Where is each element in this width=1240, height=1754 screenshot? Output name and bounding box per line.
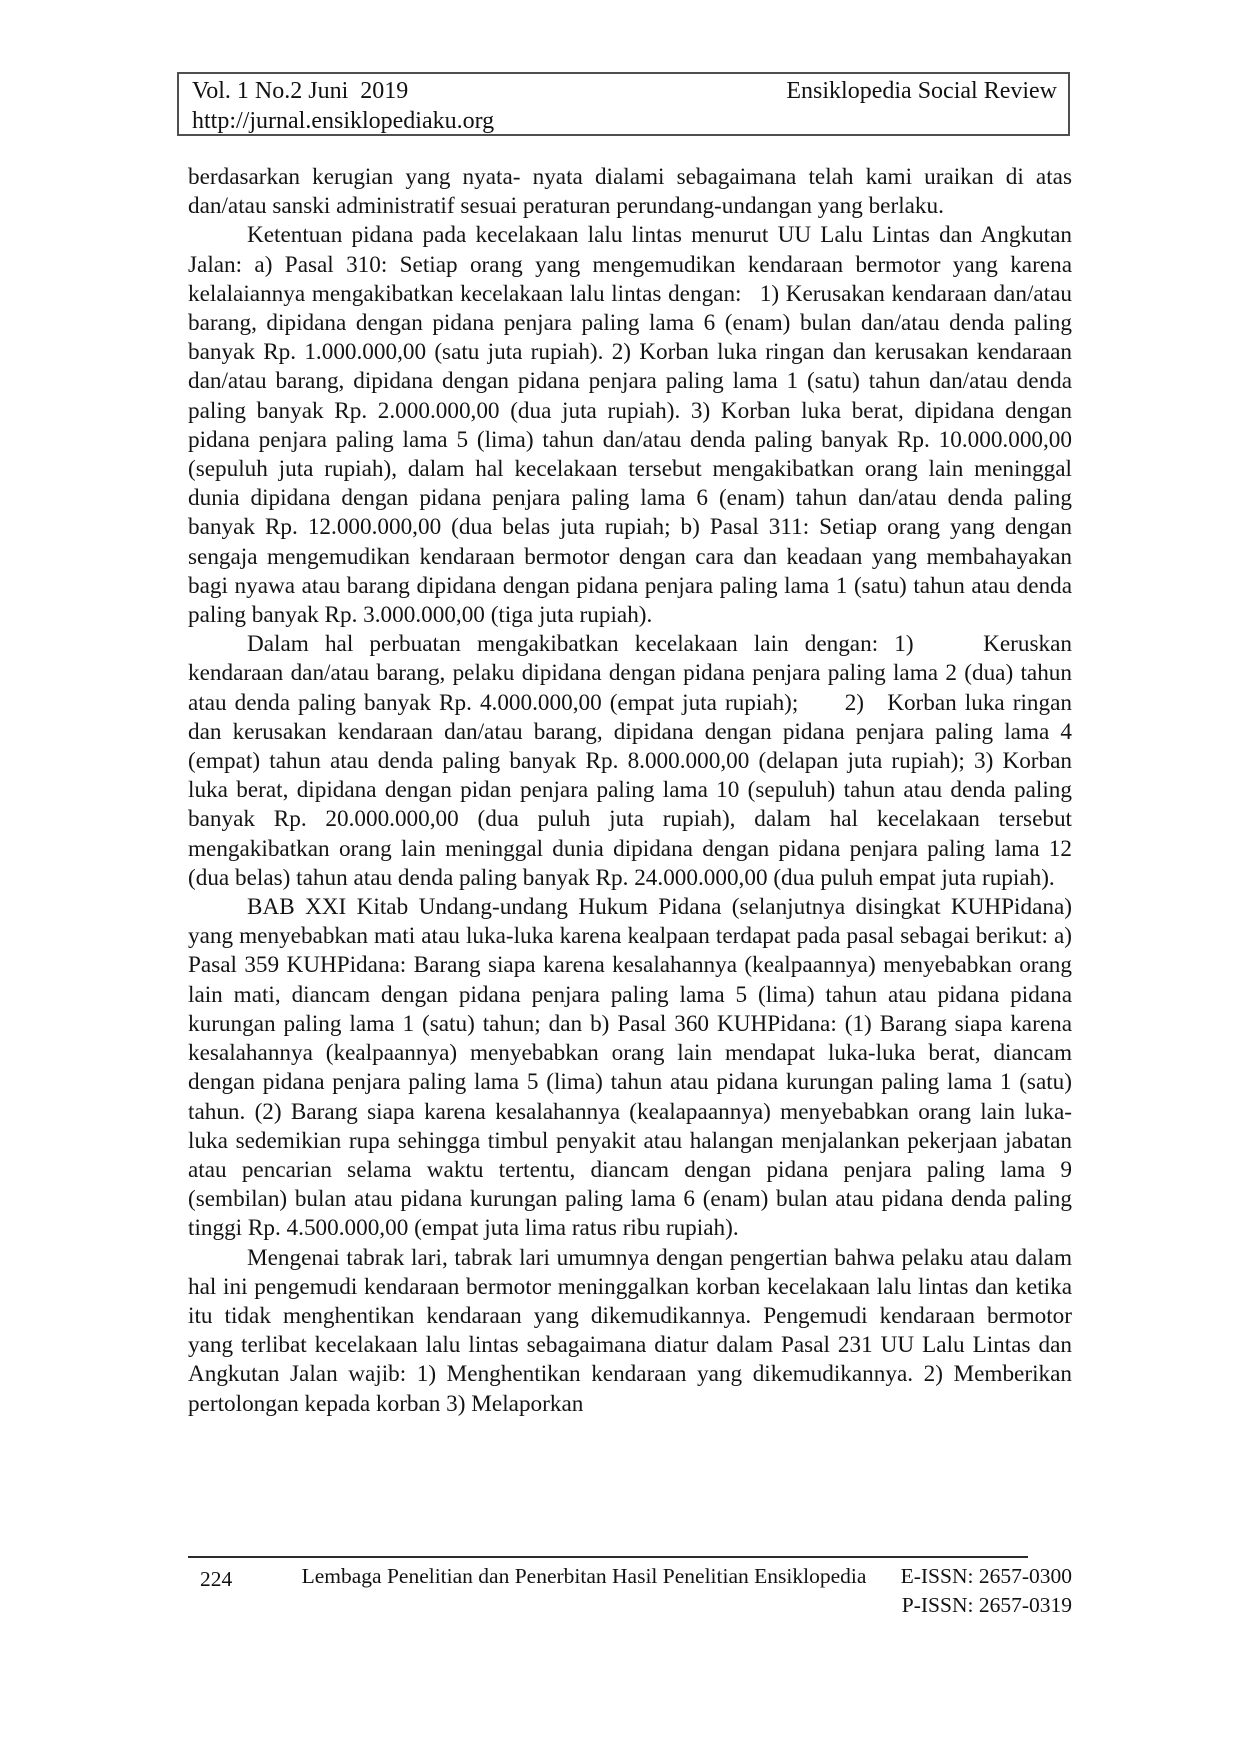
header-url: http://jurnal.ensiklopediaku.org <box>192 108 495 134</box>
e-issn-label: E-ISSN: 2657-0300 <box>900 1564 1072 1588</box>
p-issn-label: P-ISSN: 2657-0319 <box>901 1593 1072 1617</box>
paragraph-continuation: berdasarkan kerugian yang nyata- nyata dialami sebagaimana telah kami uraikan di atas dan/atau sanski administratif sesuai peraturan perundang-undangan yang berlaku. <box>188 164 1072 220</box>
publisher-label: Lembaga Penelitian dan Penerbitan Hasil Penelitian Ensiklopedia <box>301 1564 867 1588</box>
header-volume: Vol. 1 No.2 Juni 2019 <box>192 78 409 104</box>
header-row-bottom <box>192 106 1057 136</box>
header-row-top <box>192 76 1057 106</box>
footer-row <box>188 1562 1072 1620</box>
page-number: 224 <box>200 1567 233 1591</box>
paragraph-dalam-hal-perbuatan: Dalam hal perbuatan mengakibatkan kecelakaan lain dengan: 1) Keruskan kendaraan dan/atau barang, pelaku dipidana dengan pidana penjara paling lama 2 (dua) tahun atau denda paling banyak Rp. 4.000.000,00 (empat juta rupiah); 2) Korban luka ringan dan kerusakan kendaraan dan/atau barang, dipidana dengan pidana penjara paling lama 4 (empat) tahun atau denda paling banyak Rp. 8.000.000,00 (delapan juta rupiah); 3) Korban luka berat, dipidana dengan pidan penjara paling lama 10 (sepuluh) tahun atau denda paling banyak Rp. 20.000.000,00 (dua puluh juta rupiah), dalam hal kecelakaan tersebut mengakibatkan orang lain meninggal dunia dipidana dengan pidana penjara paling lama 12 (dua belas) tahun atau denda paling banyak Rp. 24.000.000,00 (dua puluh empat juta rupiah). <box>188 631 1072 891</box>
paragraph-tabrak-lari: Mengenai tabrak lari, tabrak lari umumnya dengan pengertian bahwa pelaku atau dalam hal ini pengemudi kendaraan bermotor meninggalkan korban kecelakaan lalu lintas dan ketika itu tidak menghentikan kendaraan yang dikemudikannya. Pengemudi kendaraan bermotor yang terlibat kecelakaan lalu lintas sebagaimana diatur dalam Pasal 231 UU Lalu Lintas dan Angkutan Jalan wajib: 1) Menghentikan kendaraan yang dikemudikannya. 2) Memberikan pertolongan kepada korban 3) Melaporkan <box>188 1244 1072 1417</box>
header-journal-title: Ensiklopedia Social Review <box>786 78 1057 104</box>
article-body <box>188 163 1072 1419</box>
issn-block <box>880 1562 1072 1620</box>
journal-header <box>177 72 1070 136</box>
paragraph-bab-xxi-kuhpidana: BAB XXI Kitab Undang-undang Hukum Pidana (selanjutnya disingkat KUHPidana) yang menyebabkan mati atau luka-luka karena kealpaan terdapat pada pasal sebagai berikut: a) Pasal 359 KUHPidana: Barang siapa karena kesalahannya (kealpaannya) menyebabkan orang lain mati, diancam dengan pidana penjara paling lama 5 (lima) tahun atau pidana pidana kurungan paling lama 1 (satu) tahun; dan b) Pasal 360 KUHPidana: (1) Barang siapa karena kesalahannya (kealpaannya) menyebabkan orang lain mendapat luka-luka berat, diancam dengan pidana penjara paling lama 5 (lima) tahun atau pidana kurungan paling lama 1 (satu) tahun. (2) Barang siapa karena kesalahannya (kealapaannya) menyebabkan orang lain luka-luka sedemikian rupa sehingga timbul penyakit atau halangan menjalankan pekerjaan jabatan atau pencarian selama waktu tertentu, diancam dengan pidana penjara paling lama 9 (sembilan) bulan atau pidana kurungan paling lama 6 (enam) bulan atau pidana denda paling tinggi Rp. 4.500.000,00 (empat juta lima ratus ribu rupiah). <box>188 894 1072 1242</box>
footer-rule <box>188 1556 1028 1558</box>
paragraph-ketentuan-pidana: Ketentuan pidana pada kecelakaan lalu lintas menurut UU Lalu Lintas dan Angkutan Jalan: a) Pasal 310: Setiap orang yang mengemudikan kendaraan bermotor yang karena kelalaiannya mengakibatkan kecelakaan lalu lintas dengan: 1) Kerusakan kendaraan dan/atau barang, dipidana dengan pidana penjara paling lama 6 (enam) bulan dan/atau denda paling banyak Rp. 1.000.000,00 (satu juta rupiah). 2) Korban luka ringan dan kerusakan kendaraan dan/atau barang, dipidana dengan pidana penjara paling lama 1 (satu) tahun dan/atau denda paling banyak Rp. 2.000.000,00 (dua juta rupiah). 3) Korban luka berat, dipidana dengan pidana penjara paling lama 5 (lima) tahun dan/atau denda paling banyak Rp. 10.000.000,00 (sepuluh juta rupiah), dalam hal kecelakaan tersebut mengakibatkan orang lain meninggal dunia dipidana dengan pidana penjara paling lama 6 (enam) tahun dan/atau denda paling banyak Rp. 12.000.000,00 (dua belas juta rupiah; b) Pasal 311: Setiap orang yang dengan sengaja mengemudikan kendaraan bermotor dengan cara dan keadaan yang membahayakan bagi nyawa atau barang dipidana dengan pidana penjara paling lama 1 (satu) tahun atau denda paling banyak Rp. 3.000.000,00 (tiga juta rupiah). <box>188 222 1072 629</box>
